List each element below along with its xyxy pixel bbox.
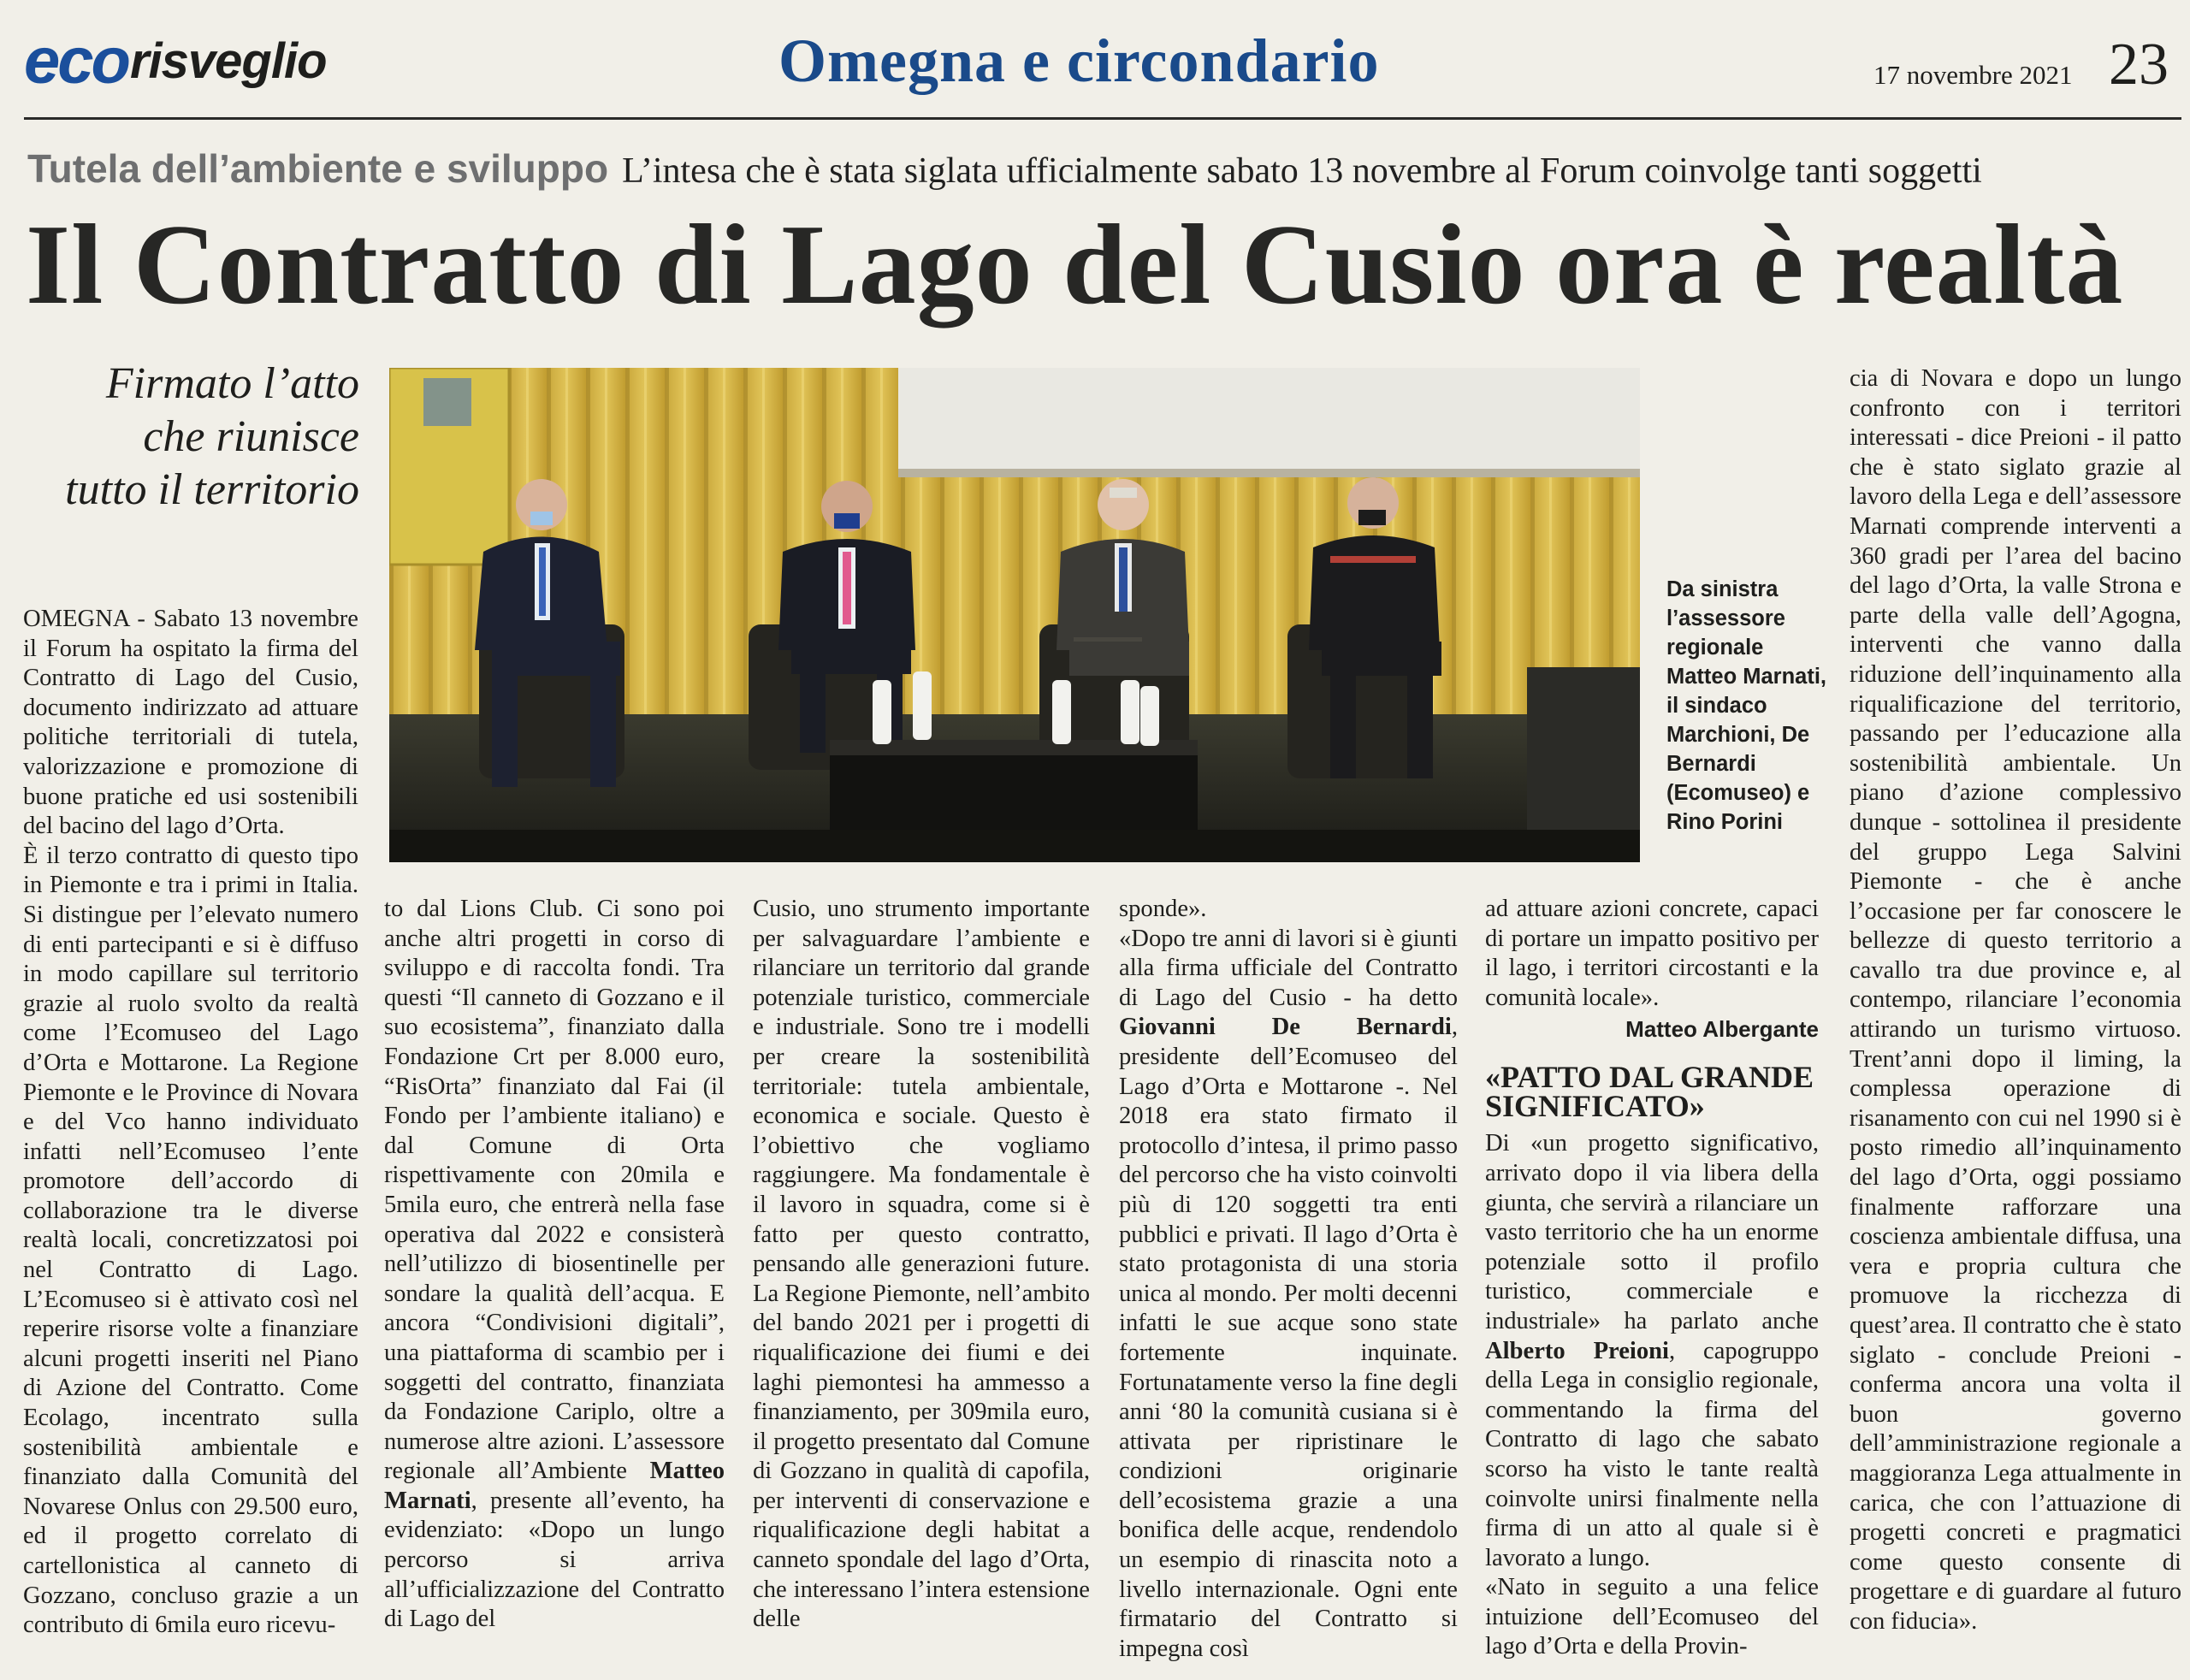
paragraph xyxy=(1119,925,1458,1665)
paragraph: È il terzo contratto di questo tipo in Piemonte e tra i primi in Italia. Si distingue per l’elevato numero di enti partecipanti e si è diffuso in modo capillare sul territorio grazie al ruolo svolto da realtà come l’Ecomuseo del Lago d’Orta e Mottarone. La Regione Piemonte e le Province di Novara e del Vco hanno individuato infatti nell’Ecomuseo l’ente promotore dell’accordo di collaborazione tra le diverse realtà locali, concretizzatosi poi nel Contratto di Lago. L’Ecomuseo si è attivato così nel reperire risorse volte a finanziare alcuni progetti inseriti nel Piano di Azione del Contratto. Come Ecolago, incentrato sulla sostenibilità ambientale e finanziato dalla Comunità del Novarese Onlus con 29.500 euro, ed il progetto correlato di cartellonistica al canneto di Gozzano, concluso grazie a un contributo di 6mila euro ricevu- xyxy=(23,842,358,1639)
subhead xyxy=(26,358,359,517)
text-run: to dal Lions Club. Ci sono poi anche altri progetti in corso di sviluppo e di raccolta fondi. Tra questi “Il canneto di Gozzano e il suo ecosistema”, finanziato dalla Fondazione Crt per 8.000 euro, “RisOrta” finanziato dal Fai (il Fondo per l’ambiente italiano) e dal Comune di Orta rispettivamente con 20mila e 5mila euro, che entrerà nella fase operativa dal 2022 e consisterà nell’utilizzo di biosentinelle per sondare la qualità dell’acqua. E ancora “Condivisioni digitali”, una piattaforma di scambio per i soggetti del contratto, finanziata da Fondazione Cariplo, oltre a numerose altre azioni. L’assessore regionale all’Ambiente xyxy=(384,896,725,1485)
paragraph xyxy=(384,895,725,1635)
article-column-2 xyxy=(384,895,725,1676)
headline: Il Contratto di Lago del Cusio ora è realtà xyxy=(26,201,2124,328)
person-name: Matteo Marnati xyxy=(384,1458,725,1514)
subhead-line: che riunisce xyxy=(143,412,359,461)
subhead-line: tutto il territorio xyxy=(65,465,359,514)
byline: Matteo Albergante xyxy=(1625,1016,1819,1043)
kicker-subtitle: L’intesa che è stata siglata ufficialmente sabato 13 novembre al Forum coinvolge tanti soggetti xyxy=(622,151,1982,191)
masthead-divider xyxy=(24,117,2181,120)
paragraph: OMEGNA - Sabato 13 novembre il Forum ha ospitato la firma del Contratto di Lago del Cusio, documento indirizzato ad attuare politiche territoriali di tutela, valorizzazione e promozione di buone pratiche ed usi sostenibili del bacino del lago d’Orta. xyxy=(23,606,358,840)
kicker: Tutela dell’ambiente e sviluppo xyxy=(27,146,609,191)
paragraph: ad attuare azioni concrete, capaci di portare un impatto positivo per il lago, i territori circostanti e la comunità locale». xyxy=(1485,896,1819,1011)
paragraph xyxy=(1485,1129,1819,1573)
article-photo xyxy=(389,368,1640,862)
text-run: , presidente dell’Ecomuseo del Lago d’Orta e Mottarone -. Nel 2018 era stato firmato il protocollo d’intesa, il primo passo del percorso che ha visto coinvolti più di 120 soggetti tra enti pubblici e privati. Il lago d’Orta è stato protagonista di una storia unica al mondo. Per molti decenni infatti le sue acque sono state fortemente inquinate. Fortunatamente verso la fine degli anni ‘80 la comunità cusiana si è attivata per ripristinare le condizioni originarie dell’ecosistema grazie a una bonifica delle acque, rendendolo un esempio di rinascita noto a livello internazionale. Ogni ente firmatario del Contratto si impegna così xyxy=(1119,1014,1458,1662)
article-column-5 xyxy=(1485,895,1819,1676)
subhead-line: Firmato l’atto xyxy=(105,359,359,408)
article-column-3 xyxy=(753,895,1090,1676)
page-number: 23 xyxy=(2109,32,2169,98)
paragraph: cia di Novara e dopo un lungo confronto con i territori interessati - dice Preioni - il patto che è stato siglato grazie al lavoro della Lega e dell’assessore Marnati comprende interventi a 360 gradi per l’area del bacino del lago d’Orta, la valle Strona e parte della valle dell’Agogna, interventi che vanno dalla riduzione dell’inquinamento alla riqualificazione del territorio, passando per l’educazione alla sostenibilità ambientale. Un piano d’azione complessivo dunque - sottolinea il presidente del gruppo Lega Salvini Piemonte - che è anche l’occasione per far conoscere le bellezze di questo territorio a cavallo tra due province e, al contempo, rilanciare l’economia attirando un turismo virtuoso. Trent’anni dopo il liming, la complessa operazione di risanamento con cui nel 1990 si è posto rimedio all’inquinamento del lago d’Orta, oggi possiamo finalmente rafforzare una coscienza ambientale diffusa, una vera e propria cultura che promuove la ricchezza di quest’area. Il contratto che è stato siglato - conclude Preioni - conferma ancora una volta il buon governo dell’amministrazione regionale a maggioranza Lega attualmente in carica, che con l’attuazione di progetti concreti e pragmatici come questo consente di progettare e di guardare al futuro con fiducia». xyxy=(1850,365,2181,1635)
logo-eco: eco xyxy=(24,24,128,98)
text-run: , capogruppo della Lega in consiglio regionale, commentando la firma del Contratto di lago che sabato scorso ha visto le tante realtà coinvolte unirsi finalmente nella firma di un atto al quale si è lavorato a lungo. xyxy=(1485,1337,1819,1571)
logo-risveglio: risveglio xyxy=(129,33,327,89)
person-name: Giovanni De Bernardi xyxy=(1119,1014,1452,1041)
panel-discussion-image xyxy=(389,368,1640,862)
text-run: «Dopo tre anni di lavori si è giunti alla firma ufficiale del Contratto di Lago del Cusio - ha detto xyxy=(1119,925,1458,1011)
article-column-1 xyxy=(23,605,358,1676)
paragraph: Cusio, uno strumento importante per salvaguardare l’ambiente e rilanciare un territorio dal grande potenziale turistico, commerciale e industriale. Sono tre i modelli per creare la sostenibilità territoriale: tutela ambientale, economica e sociale. Questo è l’obiettivo che vogliamo raggiungere. Ma fondamentale è il lavoro in squadra, come si è fatto per questo contratto, pensando alle generazioni future. La Regione Piemonte, nell’ambito del bando 2021 per i progetti di riqualificazione dei fiumi e dei laghi piemontesi ha ammesso a finanziamento, per 309mila euro, il progetto presentato dal Comune di Gozzano in qualità di capofila, per interventi di conservazione e riqualificazione degli habitat a canneto spondale del lago d’Orta, che interessano l’intera estensione delle xyxy=(753,896,1090,1633)
section-title: Omegna e circondario xyxy=(778,27,1380,95)
box-title: «PATTO DAL GRANDE SIGNIFICATO» xyxy=(1485,1060,1814,1124)
text-run: Di «un progetto significativo, arrivato dopo il via libera della giunta, che servirà a rilanciare un vasto territorio che ha un enorme potenziale sotto il profilo turistico, commerciale e industriale» ha parlato anche xyxy=(1485,1130,1819,1334)
paragraph: sponde». xyxy=(1119,896,1207,922)
masthead-logo xyxy=(24,22,327,99)
issue-date: 17 novembre 2021 xyxy=(1873,60,2073,90)
paragraph: «Nato in seguito a una felice intuizione dell’Ecomuseo del lago d’Orta e della Provin- xyxy=(1485,1574,1819,1660)
article-column-6 xyxy=(1850,364,2181,1676)
photo-caption: Da sinistra l’assessore regionale Matteo Marnati, il sindaco Marchioni, De Bernardi (Ecomuseo) e Rino Porini xyxy=(1666,577,1827,834)
text-run: , presente all’evento, ha evidenziato: «Dopo un lungo percorso si arriva all’ufficializzazione del Contratto di Lago del xyxy=(384,1487,725,1633)
person-name: Alberto Preioni xyxy=(1485,1337,1669,1364)
article-column-4 xyxy=(1119,895,1458,1676)
kicker-row xyxy=(27,145,1982,192)
